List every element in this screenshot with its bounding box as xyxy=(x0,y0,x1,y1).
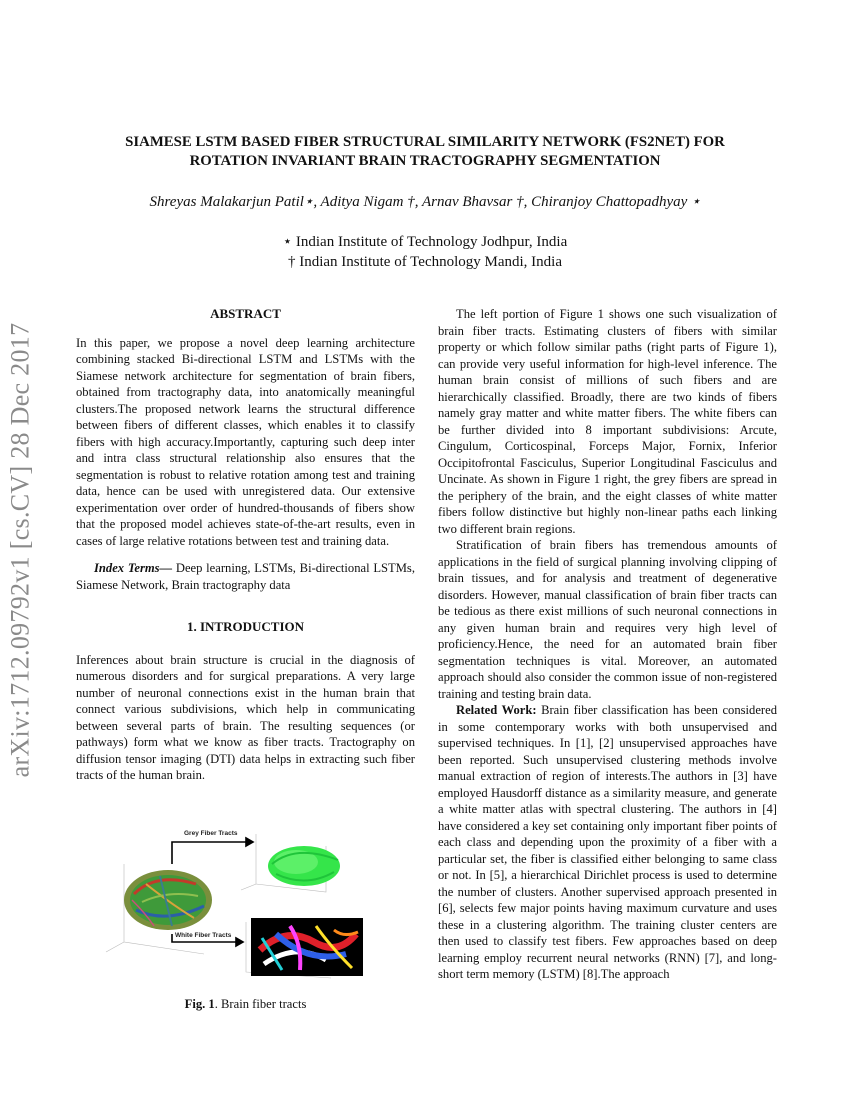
related-work-text: Brain fiber classification has been considered in some contemporary works with both unsupervised and supervised techniques. In [1], [2] unsupervised approaches have been reported. Such unsupervised clustering methods involve manual extraction of region of interests.The authors in [3] have employed Hausdorff distance as a similarity measure, and generate a white matter atlas with spectral clustering. The authors in [4] have considered a key set containing only important fiber points of each class and depending upon the proximity of a fiber with a particular set, the fiber is classified either belonging to same class or not. In [5], a hierarchical Dirichlet process is used to determine the number of clusters. Another supervised approach presented in [6], selects few major points having maximum curvature and uses these in a clustering algorithm. The training cluster centers are then used to classify test fibers. Few approaches based on deep learning employ recurrent neural networks (RNN) [7], and long-short term memory (LSTM) [8].The approach xyxy=(438,703,777,981)
index-terms xyxy=(76,560,415,593)
figure-number: Fig. 1 xyxy=(184,996,215,1011)
arxiv-identifier[interactable]: arXiv:1712.09792v1 [cs.CV] 28 Dec 2017 xyxy=(5,322,34,778)
full-brain-tract-image xyxy=(124,870,212,930)
figure-caption-text: . Brain fiber tracts xyxy=(214,996,307,1011)
abstract-text: In this paper, we propose a novel deep learning architecture combining stacked Bi-directional LSTM and LSTMs with the Siamese network architecture for segmentation of brain fibers, obtained from tractography data, into anatomically meaningful clusters.The proposed network learns the structural difference between fibers of different classes, which enables it to classify fibers with high accuracy.Importantly, capturing such deep inter and intra class structural relationship also ensures that the segmentation is robust to relative rotation among test and training data, hence can be used with unregistered data. Our extensive experimentation over order of hundred-thousands of fibers show that the proposed model achieves state-of-the-art results, even in cases of large relative rotations between test and training data. xyxy=(76,335,415,548)
arrow-to-grey xyxy=(172,842,246,864)
white-fiber-tract-image xyxy=(251,918,363,976)
brain-fiber-figure xyxy=(76,814,415,986)
left-column xyxy=(76,306,415,1012)
author-list: Shreyas Malakarjun Patil⋆, Aditya Nigam †, Arnav Bhavsar †, Chiranjoy Chattopadhyay ⋆ xyxy=(149,194,701,210)
arxiv-sidebar xyxy=(0,290,40,810)
arrowhead-white xyxy=(236,938,243,946)
figure-1 xyxy=(76,814,415,986)
abstract-heading: ABSTRACT xyxy=(210,306,281,321)
right-paragraph-2: Stratification of brain fibers has tremendous amounts of applications in the field of surgical planning involving clipping of brain tissues, and for analysis and treatment of degenerative disorders. However, manual classification of brain fiber tracts can be tedious as there exist millions of such neuronal connections in any given human brain and requires very high level of proficiency.Hence, the need for an automated brain fiber segmentation techniques is vital. Moreover, an automated approach should also consider the common issue of non-registered training and testing brain data. xyxy=(438,538,777,701)
right-paragraph-1: The left portion of Figure 1 shows one such visualization of brain fiber tracts. Estimating clusters of fibers with similar property or which follow similar paths (right parts of Figure 1), can provide very useful information for high-level inference. The human brain consist of millions of such fibers and are hierarchically classified. Broadly, there are two kinds of fibers namely gray matter and white matter fibers. The white fibers can be further divided into 8 important subdivisions: Arcute, Cingulum, Corticospinal, Forceps Major, Fornix, Inferior Occipitofrontal Fasciculus, Superior Longitudinal Fasciculus and Uncinate. As shown in Figure 1 right, the grey fibers are spread in the periphery of the brain, and the eight classes of white matter fibers follow distinctive but highly non-linear paths each linking two different brain regions. xyxy=(438,307,777,536)
title-line-2: ROTATION INVARIANT BRAIN TRACTOGRAPHY SEGMENTATION xyxy=(189,153,661,169)
related-work-label: Related Work: xyxy=(456,703,537,717)
affiliation-mandi: † Indian Institute of Technology Mandi, India xyxy=(287,254,563,270)
introduction-heading: 1. INTRODUCTION xyxy=(186,619,304,634)
figure-caption xyxy=(76,996,415,1013)
introduction-paragraph-1: Inferences about brain structure is crucial in the diagnosis of numerous disorders and for surgical preparations. A very large number of neuronal connections exist in the human brain that connect various subdivisions, which help in communicating between several parts of brain. The resulting sequences (or pathways) form what we know as fiber tracts. Tractography on diffusion tensor imaging (DTI) data helps in extracting such fiber tracts of the human brain. xyxy=(76,652,415,782)
related-work-paragraph xyxy=(438,702,777,983)
affiliations xyxy=(70,232,780,272)
grey-fiber-tract-image xyxy=(268,846,340,886)
index-terms-text: Deep learning, LSTMs, Bi-directional LSTMs, Siamese Network, Brain tractography data xyxy=(76,561,415,592)
paper-title xyxy=(70,133,780,171)
grey-fiber-label: Grey Fiber Tracts xyxy=(184,829,238,837)
index-terms-label: Index Terms— xyxy=(94,561,173,575)
white-fiber-label: White Fiber Tracts xyxy=(175,931,232,939)
title-line-1: SIAMESE LSTM BASED FIBER STRUCTURAL SIMILARITY NETWORK (FS2NET) FOR xyxy=(125,134,725,150)
right-column xyxy=(438,306,777,983)
affiliation-jodhpur: ⋆ Indian Institute of Technology Jodhpur, India xyxy=(282,234,568,250)
arrowhead-grey xyxy=(246,838,253,846)
